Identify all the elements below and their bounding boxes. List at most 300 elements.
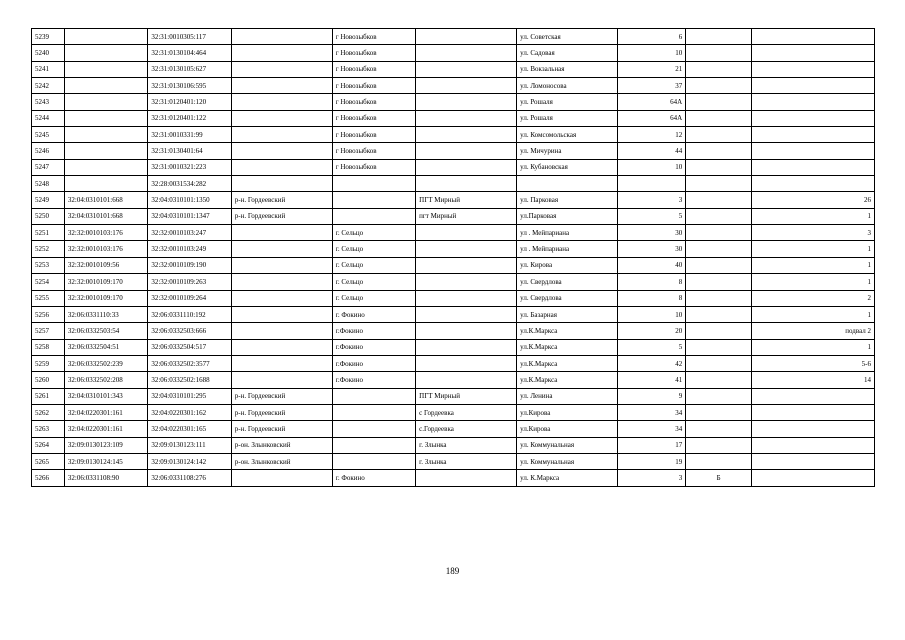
district-cell (231, 274, 332, 290)
table-row (32, 45, 875, 61)
apartment-cell: 2 (752, 290, 875, 306)
district-cell: р-н. Гордеевский (231, 208, 332, 224)
apartment-cell: 1 (752, 306, 875, 322)
city-cell: г. Сельцо (332, 241, 415, 257)
old-cadastral-number-cell: 32:06:0331110:33 (64, 306, 147, 322)
table-row (32, 323, 875, 339)
row-number-cell: 5250 (32, 208, 65, 224)
row-number-cell: 5263 (32, 421, 65, 437)
cadastral-number-cell: 32:32:0010103:249 (148, 241, 231, 257)
settlement-cell (416, 355, 517, 371)
row-number-cell: 5242 (32, 78, 65, 94)
district-cell (231, 241, 332, 257)
old-cadastral-number-cell: 32:06:0332502:208 (64, 372, 147, 388)
street-cell: ул. Коммунальная (517, 453, 618, 469)
row-number-cell: 5247 (32, 159, 65, 175)
table-row (32, 453, 875, 469)
settlement-cell (416, 339, 517, 355)
building-letter-cell (686, 437, 752, 453)
street-cell: ул.Кирова (517, 421, 618, 437)
district-cell (231, 257, 332, 273)
old-cadastral-number-cell (64, 78, 147, 94)
table-body (32, 29, 875, 487)
house-number-cell: 30 (618, 241, 686, 257)
building-letter-cell (686, 225, 752, 241)
row-number-cell: 5265 (32, 453, 65, 469)
row-number-cell: 5240 (32, 45, 65, 61)
building-letter-cell (686, 176, 752, 192)
table-row (32, 78, 875, 94)
old-cadastral-number-cell: 32:04:0220301:161 (64, 404, 147, 420)
cadastral-number-cell: 32:28:0031534:282 (148, 176, 231, 192)
apartment-cell: 1 (752, 257, 875, 273)
house-number-cell: 3 (618, 470, 686, 486)
old-cadastral-number-cell (64, 45, 147, 61)
cadastral-number-cell: 32:31:0120401:122 (148, 110, 231, 126)
table-row (32, 372, 875, 388)
table-row (32, 176, 875, 192)
building-letter-cell (686, 404, 752, 420)
old-cadastral-number-cell: 32:32:0010109:56 (64, 257, 147, 273)
house-number-cell: 41 (618, 372, 686, 388)
street-cell: ул. Свердлова (517, 274, 618, 290)
old-cadastral-number-cell: 32:04:0310101:343 (64, 388, 147, 404)
apartment-cell: 5-6 (752, 355, 875, 371)
city-cell: г.Фокино (332, 372, 415, 388)
row-number-cell: 5246 (32, 143, 65, 159)
old-cadastral-number-cell (64, 159, 147, 175)
apartment-cell (752, 159, 875, 175)
cadastral-number-cell: 32:04:0220301:165 (148, 421, 231, 437)
street-cell: ул. К.Маркса (517, 470, 618, 486)
table-row (32, 306, 875, 322)
street-cell: ул. Коммунальная (517, 437, 618, 453)
table-row (32, 225, 875, 241)
cadastral-number-cell: 32:04:0220301:162 (148, 404, 231, 420)
old-cadastral-number-cell: 32:06:0331108:90 (64, 470, 147, 486)
old-cadastral-number-cell (64, 110, 147, 126)
house-number-cell: 5 (618, 339, 686, 355)
table-row (32, 110, 875, 126)
row-number-cell: 5251 (32, 225, 65, 241)
city-cell (332, 388, 415, 404)
table-row (32, 192, 875, 208)
settlement-cell (416, 372, 517, 388)
house-number-cell: 12 (618, 127, 686, 143)
settlement-cell (416, 159, 517, 175)
settlement-cell (416, 127, 517, 143)
table-row (32, 421, 875, 437)
apartment-cell (752, 470, 875, 486)
old-cadastral-number-cell (64, 61, 147, 77)
city-cell: г Новозыбков (332, 143, 415, 159)
row-number-cell: 5253 (32, 257, 65, 273)
old-cadastral-number-cell (64, 29, 147, 45)
settlement-cell (416, 176, 517, 192)
district-cell (231, 355, 332, 371)
district-cell: р-он. Злынковский (231, 453, 332, 469)
apartment-cell (752, 61, 875, 77)
apartment-cell: 1 (752, 208, 875, 224)
street-cell (517, 176, 618, 192)
row-number-cell: 5260 (32, 372, 65, 388)
city-cell: г. Фокино (332, 470, 415, 486)
district-cell (231, 127, 332, 143)
house-number-cell: 9 (618, 388, 686, 404)
building-letter-cell (686, 208, 752, 224)
city-cell: г Новозыбков (332, 110, 415, 126)
house-number-cell: 3 (618, 192, 686, 208)
row-number-cell: 5259 (32, 355, 65, 371)
house-number-cell: 40 (618, 257, 686, 273)
city-cell: г. Фокино (332, 306, 415, 322)
apartment-cell (752, 176, 875, 192)
old-cadastral-number-cell: 32:09:0130124:145 (64, 453, 147, 469)
old-cadastral-number-cell: 32:32:0010109:170 (64, 290, 147, 306)
address-register-table (31, 28, 875, 487)
apartment-cell: подвал 2 (752, 323, 875, 339)
house-number-cell: 10 (618, 306, 686, 322)
house-number-cell: 19 (618, 453, 686, 469)
row-number-cell: 5262 (32, 404, 65, 420)
old-cadastral-number-cell: 32:32:0010109:170 (64, 274, 147, 290)
building-letter-cell (686, 339, 752, 355)
district-cell (231, 29, 332, 45)
street-cell: ул. Кубановская (517, 159, 618, 175)
district-cell (231, 323, 332, 339)
house-number-cell: 64А (618, 94, 686, 110)
apartment-cell (752, 421, 875, 437)
table-row (32, 470, 875, 486)
city-cell (332, 437, 415, 453)
cadastral-number-cell: 32:32:0010109:263 (148, 274, 231, 290)
district-cell: р-н. Гордеевский (231, 192, 332, 208)
building-letter-cell (686, 274, 752, 290)
street-cell: ул. Садовая (517, 45, 618, 61)
settlement-cell (416, 29, 517, 45)
street-cell: ул.Парковая (517, 208, 618, 224)
old-cadastral-number-cell: 32:06:0332504:51 (64, 339, 147, 355)
city-cell: г. Сельцо (332, 274, 415, 290)
building-letter-cell (686, 29, 752, 45)
district-cell (231, 94, 332, 110)
old-cadastral-number-cell: 32:04:0310101:668 (64, 192, 147, 208)
table-row (32, 29, 875, 45)
row-number-cell: 5244 (32, 110, 65, 126)
building-letter-cell (686, 388, 752, 404)
building-letter-cell (686, 323, 752, 339)
settlement-cell (416, 274, 517, 290)
cadastral-number-cell: 32:32:0010103:247 (148, 225, 231, 241)
building-letter-cell (686, 372, 752, 388)
house-number-cell: 44 (618, 143, 686, 159)
city-cell: г. Сельцо (332, 257, 415, 273)
district-cell (231, 78, 332, 94)
apartment-cell (752, 45, 875, 61)
cadastral-number-cell: 32:31:0010305:117 (148, 29, 231, 45)
house-number-cell: 30 (618, 225, 686, 241)
settlement-cell (416, 241, 517, 257)
cadastral-number-cell: 32:06:0331108:276 (148, 470, 231, 486)
street-cell: ул . Мейпариана (517, 225, 618, 241)
apartment-cell (752, 404, 875, 420)
table-row (32, 127, 875, 143)
apartment-cell (752, 94, 875, 110)
apartment-cell (752, 437, 875, 453)
city-cell: г Новозыбков (332, 61, 415, 77)
cadastral-number-cell: 32:09:0130123:111 (148, 437, 231, 453)
row-number-cell: 5264 (32, 437, 65, 453)
house-number-cell: 17 (618, 437, 686, 453)
old-cadastral-number-cell (64, 127, 147, 143)
district-cell (231, 159, 332, 175)
city-cell: г Новозыбков (332, 45, 415, 61)
apartment-cell: 26 (752, 192, 875, 208)
table-row (32, 61, 875, 77)
city-cell (332, 453, 415, 469)
row-number-cell: 5252 (32, 241, 65, 257)
house-number-cell: 42 (618, 355, 686, 371)
settlement-cell (416, 61, 517, 77)
city-cell: г Новозыбков (332, 29, 415, 45)
building-letter-cell (686, 143, 752, 159)
settlement-cell (416, 290, 517, 306)
house-number-cell: 10 (618, 159, 686, 175)
cadastral-number-cell: 32:32:0010109:264 (148, 290, 231, 306)
building-letter-cell (686, 159, 752, 175)
table-row (32, 437, 875, 453)
settlement-cell (416, 110, 517, 126)
settlement-cell (416, 45, 517, 61)
settlement-cell: г. Злынка (416, 437, 517, 453)
table-row (32, 257, 875, 273)
building-letter-cell (686, 127, 752, 143)
row-number-cell: 5245 (32, 127, 65, 143)
building-letter-cell (686, 421, 752, 437)
street-cell: ул. Кирова (517, 257, 618, 273)
cadastral-number-cell: 32:31:0010321:223 (148, 159, 231, 175)
settlement-cell (416, 470, 517, 486)
district-cell (231, 176, 332, 192)
district-cell (231, 290, 332, 306)
cadastral-number-cell: 32:31:0010331:99 (148, 127, 231, 143)
district-cell (231, 306, 332, 322)
table-row (32, 208, 875, 224)
street-cell: ул . Мейпариана (517, 241, 618, 257)
apartment-cell (752, 453, 875, 469)
city-cell: г Новозыбков (332, 127, 415, 143)
table-row (32, 143, 875, 159)
building-letter-cell (686, 306, 752, 322)
table-row (32, 290, 875, 306)
settlement-cell: ПГТ Мирный (416, 192, 517, 208)
table-row (32, 159, 875, 175)
cadastral-number-cell: 32:06:0331110:192 (148, 306, 231, 322)
old-cadastral-number-cell: 32:04:0220301:161 (64, 421, 147, 437)
house-number-cell: 8 (618, 290, 686, 306)
row-number-cell: 5258 (32, 339, 65, 355)
city-cell: г Новозыбков (332, 78, 415, 94)
row-number-cell: 5256 (32, 306, 65, 322)
old-cadastral-number-cell (64, 94, 147, 110)
street-cell: ул. Парковая (517, 192, 618, 208)
district-cell: р-он. Злынковский (231, 437, 332, 453)
table-row (32, 339, 875, 355)
street-cell: ул.К.Маркса (517, 372, 618, 388)
building-letter-cell (686, 241, 752, 257)
city-cell: г.Фокино (332, 323, 415, 339)
cadastral-number-cell: 32:32:0010109:190 (148, 257, 231, 273)
city-cell (332, 176, 415, 192)
district-cell (231, 45, 332, 61)
house-number-cell: 64А (618, 110, 686, 126)
house-number-cell: 34 (618, 421, 686, 437)
settlement-cell: с.Гордеевка (416, 421, 517, 437)
house-number-cell: 20 (618, 323, 686, 339)
house-number-cell: 37 (618, 78, 686, 94)
city-cell (332, 404, 415, 420)
row-number-cell: 5249 (32, 192, 65, 208)
district-cell (231, 110, 332, 126)
apartment-cell: 1 (752, 274, 875, 290)
district-cell: р-н. Гордеевский (231, 421, 332, 437)
street-cell: ул.Кирова (517, 404, 618, 420)
apartment-cell: 1 (752, 241, 875, 257)
cadastral-number-cell: 32:31:0130104:464 (148, 45, 231, 61)
apartment-cell: 1 (752, 339, 875, 355)
cadastral-number-cell: 32:31:0130106:595 (148, 78, 231, 94)
row-number-cell: 5243 (32, 94, 65, 110)
building-letter-cell (686, 61, 752, 77)
city-cell: г. Сельцо (332, 290, 415, 306)
city-cell (332, 208, 415, 224)
apartment-cell (752, 143, 875, 159)
building-letter-cell (686, 110, 752, 126)
settlement-cell: г. Злынка (416, 453, 517, 469)
house-number-cell: 10 (618, 45, 686, 61)
settlement-cell (416, 306, 517, 322)
street-cell: ул. Ленина (517, 388, 618, 404)
cadastral-number-cell: 32:06:0332504:517 (148, 339, 231, 355)
apartment-cell (752, 388, 875, 404)
district-cell (231, 225, 332, 241)
building-letter-cell (686, 94, 752, 110)
row-number-cell: 5239 (32, 29, 65, 45)
house-number-cell: 6 (618, 29, 686, 45)
cadastral-number-cell: 32:04:0310101:1347 (148, 208, 231, 224)
page-number: 189 (445, 566, 460, 576)
settlement-cell (416, 257, 517, 273)
apartment-cell (752, 78, 875, 94)
district-cell (231, 61, 332, 77)
house-number-cell (618, 176, 686, 192)
cadastral-number-cell: 32:06:0332503:666 (148, 323, 231, 339)
district-cell: р-н. Гордеевский (231, 388, 332, 404)
cadastral-number-cell: 32:31:0130401:64 (148, 143, 231, 159)
house-number-cell: 21 (618, 61, 686, 77)
settlement-cell: пгт Мирный (416, 208, 517, 224)
city-cell: г.Фокино (332, 339, 415, 355)
cadastral-number-cell: 32:31:0120401:120 (148, 94, 231, 110)
settlement-cell (416, 94, 517, 110)
apartment-cell (752, 29, 875, 45)
apartment-cell (752, 110, 875, 126)
cadastral-number-cell: 32:06:0332502:1688 (148, 372, 231, 388)
settlement-cell (416, 78, 517, 94)
settlement-cell: с Гордеевка (416, 404, 517, 420)
row-number-cell: 5261 (32, 388, 65, 404)
row-number-cell: 5254 (32, 274, 65, 290)
table-row (32, 388, 875, 404)
table-row (32, 94, 875, 110)
table-row (32, 241, 875, 257)
cadastral-number-cell: 32:06:0332502:3577 (148, 355, 231, 371)
old-cadastral-number-cell: 32:06:0332502:239 (64, 355, 147, 371)
row-number-cell: 5248 (32, 176, 65, 192)
street-cell: ул. Свердлова (517, 290, 618, 306)
district-cell (231, 470, 332, 486)
street-cell: ул. Вокзальная (517, 61, 618, 77)
building-letter-cell (686, 290, 752, 306)
cadastral-number-cell: 32:31:0130105:627 (148, 61, 231, 77)
district-cell (231, 372, 332, 388)
building-letter-cell (686, 355, 752, 371)
house-number-cell: 34 (618, 404, 686, 420)
city-cell (332, 421, 415, 437)
house-number-cell: 5 (618, 208, 686, 224)
old-cadastral-number-cell: 32:06:0332503:54 (64, 323, 147, 339)
old-cadastral-number-cell (64, 176, 147, 192)
row-number-cell: 5257 (32, 323, 65, 339)
street-cell: ул.К.Маркса (517, 355, 618, 371)
row-number-cell: 5266 (32, 470, 65, 486)
street-cell: ул. Комсомольская (517, 127, 618, 143)
street-cell: ул.К.Маркса (517, 323, 618, 339)
building-letter-cell (686, 45, 752, 61)
city-cell: г Новозыбков (332, 159, 415, 175)
settlement-cell: ПГТ Мирный (416, 388, 517, 404)
row-number-cell: 5241 (32, 61, 65, 77)
table-row (32, 404, 875, 420)
city-cell: г Новозыбков (332, 94, 415, 110)
settlement-cell (416, 323, 517, 339)
apartment-cell (752, 127, 875, 143)
old-cadastral-number-cell: 32:04:0310101:668 (64, 208, 147, 224)
cadastral-number-cell: 32:04:0310101:1350 (148, 192, 231, 208)
settlement-cell (416, 143, 517, 159)
building-letter-cell (686, 192, 752, 208)
row-number-cell: 5255 (32, 290, 65, 306)
table-row (32, 274, 875, 290)
old-cadastral-number-cell: 32:32:0010103:176 (64, 241, 147, 257)
cadastral-number-cell: 32:09:0130124:142 (148, 453, 231, 469)
old-cadastral-number-cell: 32:32:0010103:176 (64, 225, 147, 241)
apartment-cell: 14 (752, 372, 875, 388)
cadastral-number-cell: 32:04:0310101:295 (148, 388, 231, 404)
building-letter-cell (686, 78, 752, 94)
old-cadastral-number-cell: 32:09:0130123:109 (64, 437, 147, 453)
district-cell (231, 339, 332, 355)
apartment-cell: 3 (752, 225, 875, 241)
city-cell (332, 192, 415, 208)
building-letter-cell (686, 453, 752, 469)
street-cell: ул. Ломоносова (517, 78, 618, 94)
table-row (32, 355, 875, 371)
district-cell (231, 143, 332, 159)
city-cell: г.Фокино (332, 355, 415, 371)
street-cell: ул. Советская (517, 29, 618, 45)
building-letter-cell (686, 257, 752, 273)
